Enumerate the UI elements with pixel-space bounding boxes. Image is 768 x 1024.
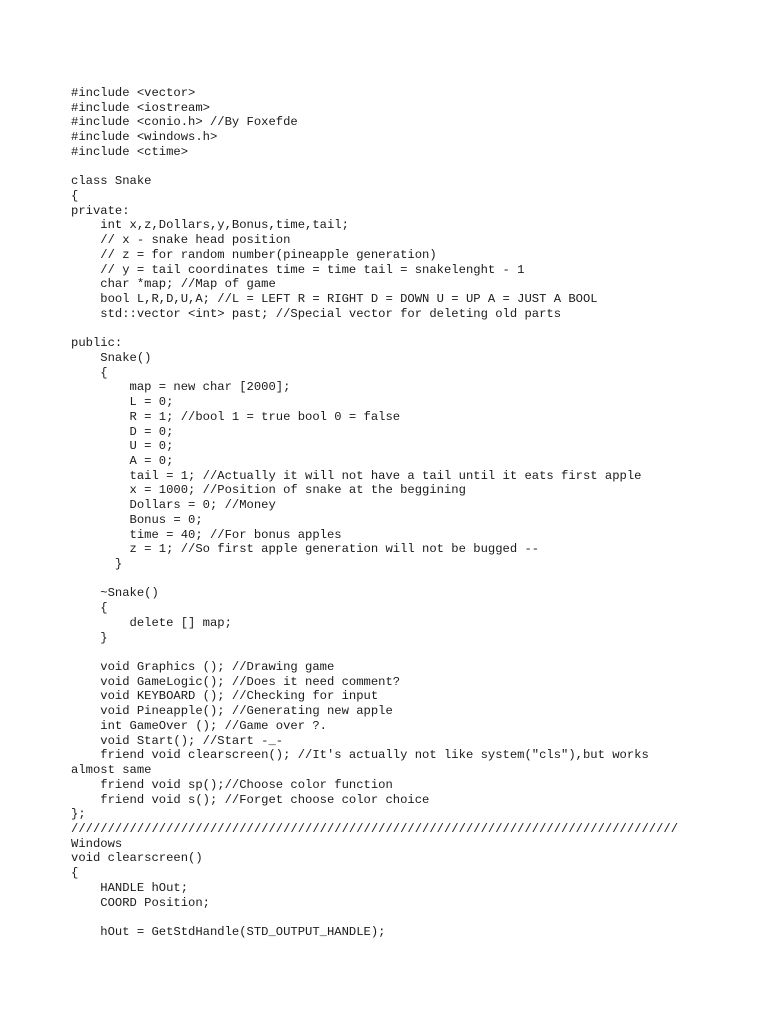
code-line	[71, 572, 761, 587]
code-line: int GameOver (); //Game over ?.	[71, 718, 327, 733]
code-line	[71, 322, 761, 337]
code-line: hOut = GetStdHandle(STD_OUTPUT_HANDLE);	[71, 924, 386, 939]
code-line: void Graphics (); //Drawing game	[71, 660, 335, 675]
code-line: HANDLE hOut;	[71, 880, 189, 895]
code-line: almost same	[71, 763, 152, 778]
code-line: {	[71, 189, 79, 204]
code-line: {	[71, 601, 108, 616]
code-line: U = 0;	[71, 439, 174, 454]
code-line: {	[71, 365, 108, 380]
code-line: L = 0;	[71, 395, 174, 410]
code-line: COORD Position;	[71, 895, 210, 910]
code-line: std::vector <int> past; //Special vector for deleting old parts	[71, 306, 562, 321]
code-line: x = 1000; //Position of snake at the beggining	[71, 483, 466, 498]
code-line: map = new char [2000];	[71, 380, 291, 395]
code-line: friend void s(); //Forget choose color choice	[71, 792, 430, 807]
code-line: Snake()	[71, 350, 152, 365]
code-line: friend void clearscreen(); //It's actually not like system("cls"),but works	[71, 748, 649, 763]
code-line: Bonus = 0;	[71, 512, 203, 527]
code-line: }	[71, 630, 108, 645]
code-line	[71, 645, 761, 660]
code-line: // z = for random number(pineapple generation)	[71, 247, 437, 262]
code-line: Windows	[71, 836, 123, 851]
code-line: Dollars = 0; //Money	[71, 498, 276, 513]
code-line: z = 1; //So first apple generation will not be bugged --	[71, 542, 540, 557]
code-line: #include <ctime>	[71, 144, 189, 159]
code-line: public:	[71, 336, 123, 351]
code-line: void GameLogic(); //Does it need comment?	[71, 674, 401, 689]
code-line: char *map; //Map of game	[71, 277, 276, 292]
code-line: tail = 1; //Actually it will not have a tail until it eats first apple	[71, 468, 642, 483]
code-line: time = 40; //For bonus apples	[71, 527, 342, 542]
code-line: int x,z,Dollars,y,Bonus,time,tail;	[71, 218, 349, 233]
code-line: private:	[71, 203, 130, 218]
code-line: void clearscreen()	[71, 851, 203, 866]
code-line: };	[71, 807, 86, 822]
code-line: void Start(); //Start -_-	[71, 733, 284, 748]
code-line	[71, 910, 761, 925]
code-listing	[71, 86, 761, 940]
code-line: #include <conio.h> //By Foxefde	[71, 115, 298, 130]
code-line: ~Snake()	[71, 586, 159, 601]
code-line: bool L,R,D,U,A; //L = LEFT R = RIGHT D = DOWN U = UP A = JUST A BOOL	[71, 292, 598, 307]
code-line: D = 0;	[71, 424, 174, 439]
code-line: void KEYBOARD (); //Checking for input	[71, 689, 379, 704]
code-line: {	[71, 866, 79, 881]
code-line: #include <iostream>	[71, 100, 210, 115]
code-line: A = 0;	[71, 453, 174, 468]
code-line: // x - snake head position	[71, 233, 291, 248]
code-line: // y = tail coordinates time = time tail = snakelenght - 1	[71, 262, 525, 277]
code-line: ///////////////////////////////////////////////////////////////////////////////////	[71, 821, 679, 836]
code-line: class Snake	[71, 174, 152, 189]
code-line: R = 1; //bool 1 = true bool 0 = false	[71, 409, 401, 424]
code-line: #include <vector>	[71, 86, 196, 100]
code-line	[71, 160, 761, 175]
code-line: friend void sp();//Choose color function	[71, 777, 393, 792]
code-line: }	[71, 557, 123, 571]
code-line: #include <windows.h>	[71, 130, 218, 145]
code-line: delete [] map;	[71, 615, 232, 630]
code-line: void Pineapple(); //Generating new apple	[71, 704, 393, 719]
